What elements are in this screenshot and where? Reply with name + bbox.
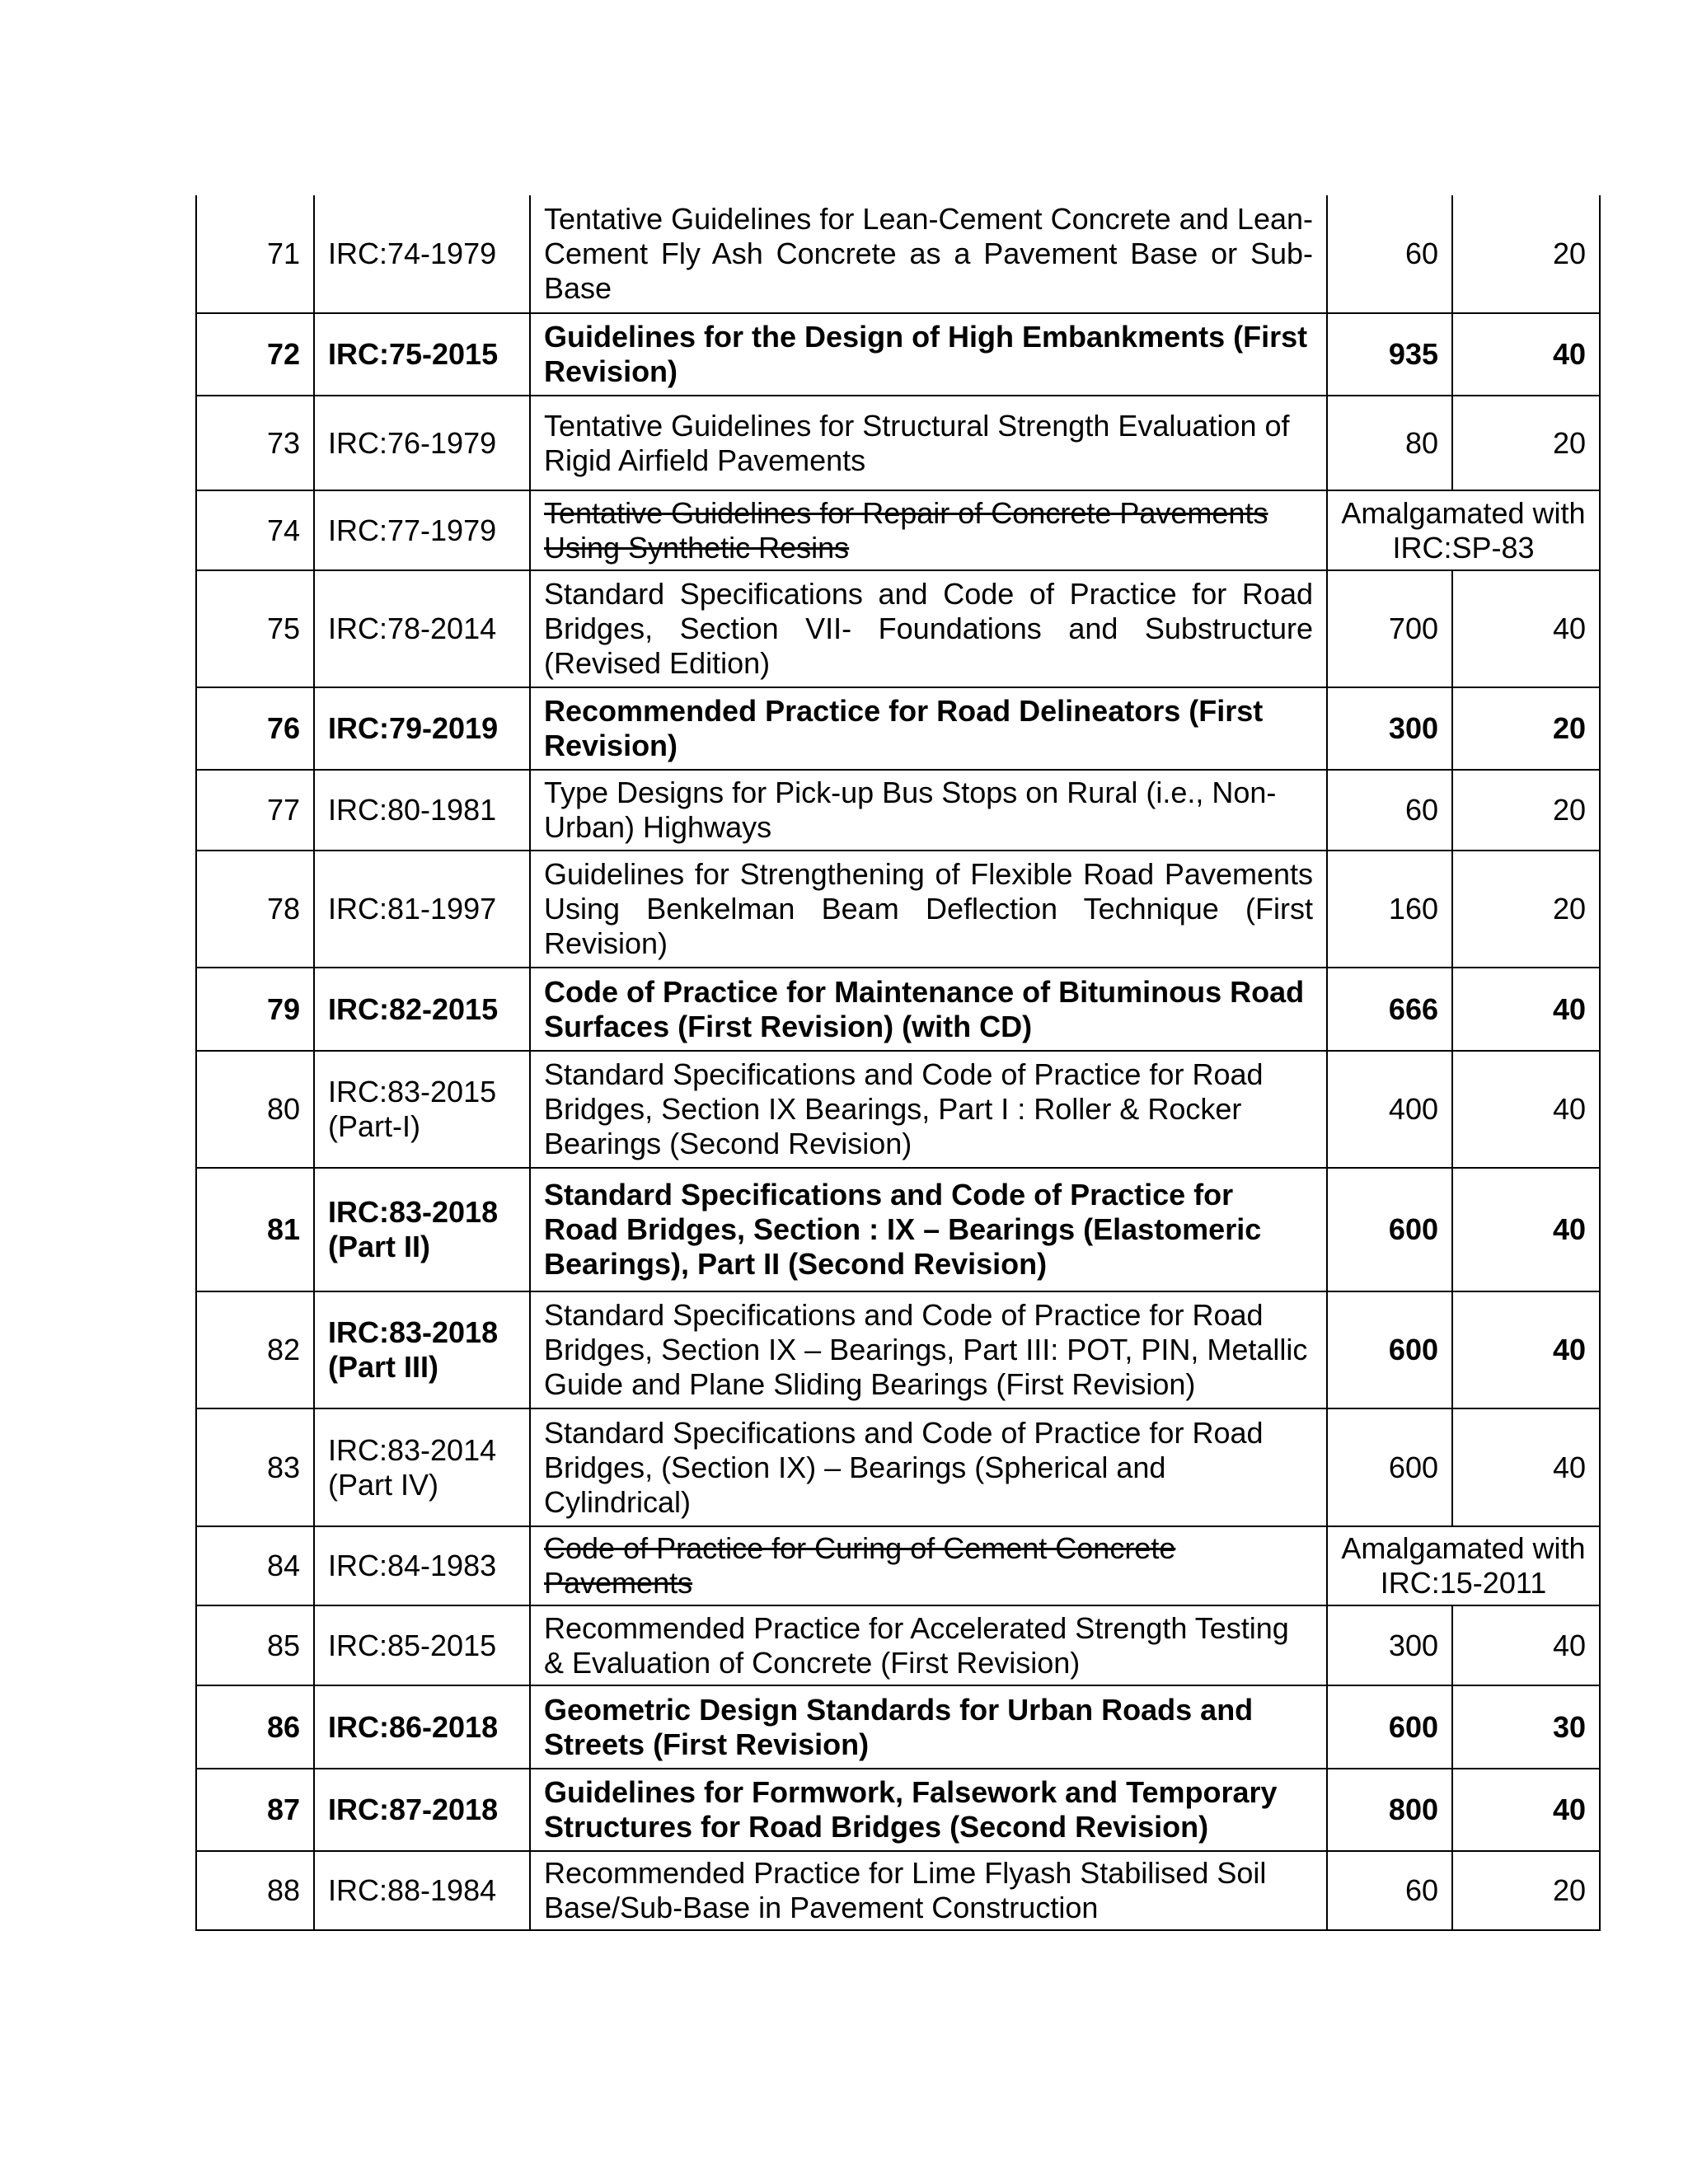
irc-code-cell: IRC:75-2015 (314, 313, 530, 396)
postage-cell: 20 (1452, 396, 1600, 490)
postage-cell: 40 (1452, 1408, 1600, 1526)
publication-title-cell: Guidelines for Formwork, Falsework and Temporary Structures for Road Bridges (Second Revision) (530, 1769, 1327, 1851)
serial-number-cell: 73 (196, 396, 314, 490)
withdrawn-title: Tentative Guidelines for Repair of Concrete Pavements Using Synthetic Resins (544, 495, 1268, 565)
postage-cell: 40 (1452, 1769, 1600, 1851)
irc-code-cell: IRC:77-1979 (314, 490, 530, 570)
serial-number-cell: 86 (196, 1685, 314, 1769)
price-cell: 800 (1327, 1769, 1452, 1851)
withdrawn-title: Code of Practice for Curing of Cement Concrete Pavements (544, 1531, 1176, 1600)
amalgamation-status-cell: Amalgamated with IRC:15-2011 (1327, 1526, 1600, 1605)
irc-code-cell: IRC:74-1979 (314, 195, 530, 313)
irc-code-cell: IRC:83-2015 (Part-I) (314, 1051, 530, 1168)
table-row (196, 396, 1600, 490)
table-row (196, 1685, 1600, 1769)
serial-number-cell: 84 (196, 1526, 314, 1605)
table-row (196, 1408, 1600, 1526)
postage-cell: 20 (1452, 1851, 1600, 1930)
irc-code-cell: IRC:79-2019 (314, 687, 530, 770)
postage-cell: 40 (1452, 1605, 1600, 1685)
irc-code-cell: IRC:85-2015 (314, 1605, 530, 1685)
serial-number-cell: 78 (196, 851, 314, 968)
price-cell: 300 (1327, 687, 1452, 770)
serial-number-cell: 79 (196, 968, 314, 1051)
price-cell: 700 (1327, 570, 1452, 687)
table-row (196, 570, 1600, 687)
price-cell: 666 (1327, 968, 1452, 1051)
irc-code-cell: IRC:86-2018 (314, 1685, 530, 1769)
table-row (196, 1291, 1600, 1408)
publication-title-cell: Recommended Practice for Accelerated Strength Testing & Evaluation of Concrete (First Revision) (530, 1605, 1327, 1685)
irc-code-cell: IRC:83-2018 (Part II) (314, 1168, 530, 1291)
serial-number-cell: 75 (196, 570, 314, 687)
price-cell: 600 (1327, 1168, 1452, 1291)
publication-title-cell: Code of Practice for Maintenance of Bituminous Road Surfaces (First Revision) (with CD) (530, 968, 1327, 1051)
postage-cell: 20 (1452, 851, 1600, 968)
publication-title-cell: Guidelines for the Design of High Embankments (First Revision) (530, 313, 1327, 396)
irc-code-cell: IRC:76-1979 (314, 396, 530, 490)
postage-cell: 20 (1452, 687, 1600, 770)
serial-number-cell: 87 (196, 1769, 314, 1851)
table-row (196, 1168, 1600, 1291)
irc-code-cell: IRC:82-2015 (314, 968, 530, 1051)
publication-title-cell: Standard Specifications and Code of Practice for Road Bridges, (Section IX) – Bearings (Spherical and Cylindrical) (530, 1408, 1327, 1526)
irc-code-cell: IRC:83-2014 (Part IV) (314, 1408, 530, 1526)
postage-cell: 40 (1452, 570, 1600, 687)
table-row (196, 313, 1600, 396)
amalgamation-status-cell: Amalgamated with IRC:SP-83 (1327, 490, 1600, 570)
irc-code-cell: IRC:88-1984 (314, 1851, 530, 1930)
price-cell: 600 (1327, 1291, 1452, 1408)
publication-title-cell: Standard Specifications and Code of Practice for Road Bridges, Section VII- Foundations and Substructure (Revised Edition) (530, 570, 1327, 687)
price-cell: 400 (1327, 1051, 1452, 1168)
publication-title-cell: Guidelines for Strengthening of Flexible Road Pavements Using Benkelman Beam Deflection Technique (First Revision) (530, 851, 1327, 968)
irc-code-cell: IRC:80-1981 (314, 770, 530, 851)
publication-title-cell: Recommended Practice for Lime Flyash Stabilised Soil Base/Sub-Base in Pavement Construction (530, 1851, 1327, 1930)
irc-code-cell: IRC:84-1983 (314, 1526, 530, 1605)
publication-title-cell: Recommended Practice for Road Delineators (First Revision) (530, 687, 1327, 770)
price-cell: 60 (1327, 195, 1452, 313)
table-row (196, 195, 1600, 313)
serial-number-cell: 72 (196, 313, 314, 396)
postage-cell: 20 (1452, 770, 1600, 851)
postage-cell: 40 (1452, 1051, 1600, 1168)
table-row (196, 1769, 1600, 1851)
publication-title-cell: Geometric Design Standards for Urban Roads and Streets (First Revision) (530, 1685, 1327, 1769)
publication-title-cell: Standard Specifications and Code of Practice for Road Bridges, Section IX – Bearings, Part III: POT, PIN, Metallic Guide and Plane Sliding Bearings (First Revision) (530, 1291, 1327, 1408)
serial-number-cell: 76 (196, 687, 314, 770)
publication-title-cell: Tentative Guidelines for Structural Strength Evaluation of Rigid Airfield Pavements (530, 396, 1327, 490)
table-row (196, 770, 1600, 851)
publication-title-cell (530, 490, 1327, 570)
postage-cell: 40 (1452, 1291, 1600, 1408)
postage-cell: 40 (1452, 1168, 1600, 1291)
table-row (196, 490, 1600, 570)
postage-cell: 40 (1452, 313, 1600, 396)
serial-number-cell: 88 (196, 1851, 314, 1930)
irc-code-cell: IRC:87-2018 (314, 1769, 530, 1851)
table-row (196, 1051, 1600, 1168)
serial-number-cell: 81 (196, 1168, 314, 1291)
price-cell: 60 (1327, 1851, 1452, 1930)
table-row (196, 1526, 1600, 1605)
publication-title-cell: Standard Specifications and Code of Practice for Road Bridges, Section IX Bearings, Part I : Roller & Rocker Bearings (Second Revision) (530, 1051, 1327, 1168)
serial-number-cell: 80 (196, 1051, 314, 1168)
table-row (196, 968, 1600, 1051)
price-cell: 80 (1327, 396, 1452, 490)
publication-title-cell: Tentative Guidelines for Lean-Cement Concrete and Lean-Cement Fly Ash Concrete as a Pavement Base or Sub-Base (530, 195, 1327, 313)
price-cell: 160 (1327, 851, 1452, 968)
postage-cell: 20 (1452, 195, 1600, 313)
irc-code-cell: IRC:78-2014 (314, 570, 530, 687)
irc-code-cell: IRC:83-2018 (Part III) (314, 1291, 530, 1408)
irc-code-cell: IRC:81-1997 (314, 851, 530, 968)
price-cell: 300 (1327, 1605, 1452, 1685)
serial-number-cell: 77 (196, 770, 314, 851)
publication-title-cell (530, 1526, 1327, 1605)
serial-number-cell: 83 (196, 1408, 314, 1526)
postage-cell: 40 (1452, 968, 1600, 1051)
serial-number-cell: 74 (196, 490, 314, 570)
table-row (196, 1851, 1600, 1930)
serial-number-cell: 85 (196, 1605, 314, 1685)
table-body (196, 195, 1600, 1930)
table-row (196, 1605, 1600, 1685)
postage-cell: 30 (1452, 1685, 1600, 1769)
serial-number-cell: 82 (196, 1291, 314, 1408)
price-cell: 60 (1327, 770, 1452, 851)
serial-number-cell: 71 (196, 195, 314, 313)
publication-title-cell: Type Designs for Pick-up Bus Stops on Rural (i.e., Non-Urban) Highways (530, 770, 1327, 851)
table-row (196, 851, 1600, 968)
publication-price-table (195, 195, 1601, 1931)
price-cell: 600 (1327, 1685, 1452, 1769)
table-row (196, 687, 1600, 770)
price-cell: 600 (1327, 1408, 1452, 1526)
price-cell: 935 (1327, 313, 1452, 396)
publication-title-cell: Standard Specifications and Code of Practice for Road Bridges, Section : IX – Bearings (Elastomeric Bearings), Part II (Second Revision) (530, 1168, 1327, 1291)
